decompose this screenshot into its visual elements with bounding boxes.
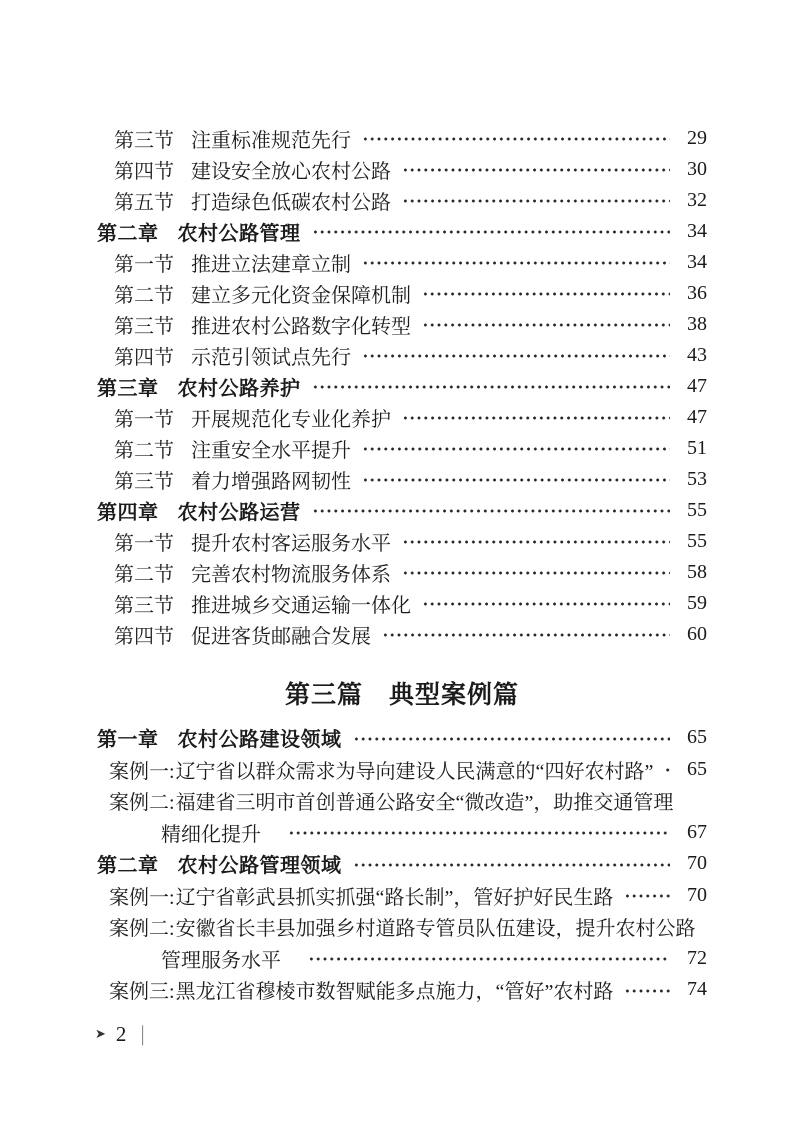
toc-entry-title: 精细化提升 [161,823,261,846]
toc-entry-page: 70 [687,852,707,875]
toc-entry-page: 43 [687,344,707,366]
dot-leader [311,495,671,526]
toc-entry-continuation [97,943,707,975]
toc-entry-title: 促进客货邮融合发展 [191,626,371,648]
toc-entry-case [97,911,707,943]
toc-entry-label: 第三节 [114,471,174,493]
dot-leader [421,309,670,340]
dot-leader [287,817,670,849]
toc-entry-title: 农村公路养护 [177,378,301,400]
toc-entry-chapter [97,216,707,247]
toc-entry-label: 案例一: [109,886,175,909]
toc-entry-title: 农村公路管理 [177,223,301,245]
toc-entry-title: 福建省三明市首创普通公路安全“微改造”，助推交通管理 [175,792,674,815]
toc-entry-page: 72 [687,946,707,969]
toc-entry-title: 建设安全放心农村公路 [191,161,391,183]
toc-entry-page: 60 [687,623,707,645]
toc-entry-label: 第四节 [114,161,174,183]
toc-entry-section [97,278,707,309]
dot-leader [311,371,671,402]
toc-entry-label: 第三章 [97,378,159,400]
toc-entry-label: 第三节 [114,595,174,617]
toc-entry-label: 第二节 [114,285,174,307]
toc-entry-title: 辽宁省以群众需求为导向建设人民满意的“四好农村路” [175,760,654,783]
toc-entry-label: 第二章 [97,223,159,245]
dot-leader [623,974,670,1006]
toc-entry-section [97,619,707,650]
toc-entry-case [97,880,707,912]
toc-entry-title: 提升农村客运服务水平 [191,533,391,555]
toc-entry-page: 55 [687,530,707,552]
toc-entry-title: 示范引领试点先行 [191,347,351,369]
toc-entry-page: 51 [687,437,707,459]
toc-entry-page: 32 [687,189,707,211]
toc-entry-page: 74 [687,978,707,1001]
toc-entry-label: 第四节 [114,347,174,369]
toc-entry-page: 30 [687,158,707,180]
toc-entry-section [97,557,707,588]
dot-leader [361,464,670,495]
dot-leader [663,754,670,786]
toc-entry-label: 第五节 [114,192,174,214]
toc-entry-page: 59 [687,592,707,614]
toc-entry-section [97,588,707,619]
toc-entry-label: 第一章 [97,729,159,752]
toc-part2-entries [97,123,707,650]
toc-entry-label: 案例二: [109,792,175,815]
toc-entry-section [97,247,707,278]
dot-leader [401,154,670,185]
dot-leader [421,588,670,619]
toc-entry-title: 开展规范化专业化养护 [191,409,391,431]
toc-entry-section [97,123,707,154]
toc-entry-label: 第四节 [114,626,174,648]
toc-entry-title: 完善农村物流服务体系 [191,564,391,586]
toc-entry-chapter [97,371,707,402]
toc-entry-label: 第三节 [114,316,174,338]
toc-entry-page: 65 [687,726,707,749]
toc-entry-label: 案例三: [109,981,175,1004]
toc-entry-case [97,974,707,1006]
dot-leader [401,402,670,433]
toc-entry-page: 70 [687,883,707,906]
toc-entry-label: 第四章 [97,502,159,524]
dot-leader [352,722,671,754]
dot-leader [361,123,670,154]
footer-divider: | [140,1021,145,1046]
page-footer [95,1023,145,1045]
toc-entry-title: 推进城乡交通运输一体化 [191,595,411,617]
dot-leader [401,557,670,588]
dot-leader [307,943,670,975]
dot-leader [421,278,670,309]
toc-entry-case [97,785,707,817]
toc-entry-title: 着力增强路网韧性 [191,471,351,493]
toc-entry-title: 建立多元化资金保障机制 [191,285,411,307]
toc-entry-section [97,309,707,340]
toc-entry-title: 农村公路运营 [177,502,301,524]
toc-entry-page: 29 [687,127,707,149]
toc-entry-label: 第一节 [114,409,174,431]
dot-leader [361,340,670,371]
toc-entry-page: 65 [687,757,707,780]
dot-leader [623,880,670,912]
toc-entry-title: 黑龙江省穆棱市数智赋能多点施力，“管好”农村路 [175,981,614,1004]
toc-entry-section [97,464,707,495]
toc-entry-title: 农村公路管理领域 [177,855,342,878]
toc-entry-section [97,185,707,216]
toc-entry-page: 34 [687,251,707,273]
dot-leader [401,185,670,216]
toc-entry-case [97,754,707,786]
toc-entry-title: 注重标准规范先行 [191,130,351,152]
toc-entry-label: 第三节 [114,130,174,152]
toc-entry-page: 34 [687,220,707,242]
toc-entry-label: 第二节 [114,564,174,586]
toc-entry-title: 注重安全水平提升 [191,440,351,462]
dot-leader [381,619,670,650]
toc-entry-label: 案例二: [109,918,175,941]
toc-entry-title: 辽宁省彰武县抓实抓强“路长制”，管好护好民生路 [175,886,614,909]
toc-entry-title: 推进农村公路数字化转型 [191,316,411,338]
toc-entry-page: 47 [687,375,707,397]
toc-entry-page: 58 [687,561,707,583]
toc-entry-title: 农村公路建设领域 [177,729,342,752]
toc-entry-label: 案例一: [109,760,175,783]
toc-entry-chapter [97,722,707,754]
toc-entry-label: 第二章 [97,855,159,878]
toc-entry-page: 38 [687,313,707,335]
toc-entry-section [97,433,707,464]
table-of-contents [97,123,707,1006]
dot-leader [311,216,671,247]
toc-entry-page: 36 [687,282,707,304]
dot-leader [401,526,670,557]
toc-part3-entries [97,722,707,1006]
toc-entry-title: 管理服务水平 [161,949,281,972]
footer-arrow-icon: ➤ [95,1026,106,1042]
toc-entry-page: 55 [687,499,707,521]
toc-entry-label: 第二节 [114,440,174,462]
toc-entry-page: 53 [687,468,707,490]
footer-page-number: 2 [115,1021,127,1046]
toc-entry-section [97,154,707,185]
toc-entry-chapter [97,848,707,880]
toc-entry-title: 打造绿色低碳农村公路 [191,192,391,214]
toc-entry-page: 47 [687,406,707,428]
toc-entry-title: 推进立法建章立制 [191,254,351,276]
toc-entry-section [97,340,707,371]
dot-leader [361,433,670,464]
toc-entry-section [97,526,707,557]
toc-entry-page: 67 [687,820,707,843]
dot-leader [361,247,670,278]
toc-entry-label: 第一节 [114,254,174,276]
toc-entry-chapter [97,495,707,526]
part3-heading: 第三篇 典型案例篇 [284,681,519,709]
dot-leader [352,848,671,880]
toc-entry-section [97,402,707,433]
toc-entry-label: 第一节 [114,533,174,555]
toc-entry-title: 安徽省长丰县加强乡村道路专管员队伍建设，提升农村公路 [175,918,696,941]
toc-entry-continuation [97,817,707,849]
